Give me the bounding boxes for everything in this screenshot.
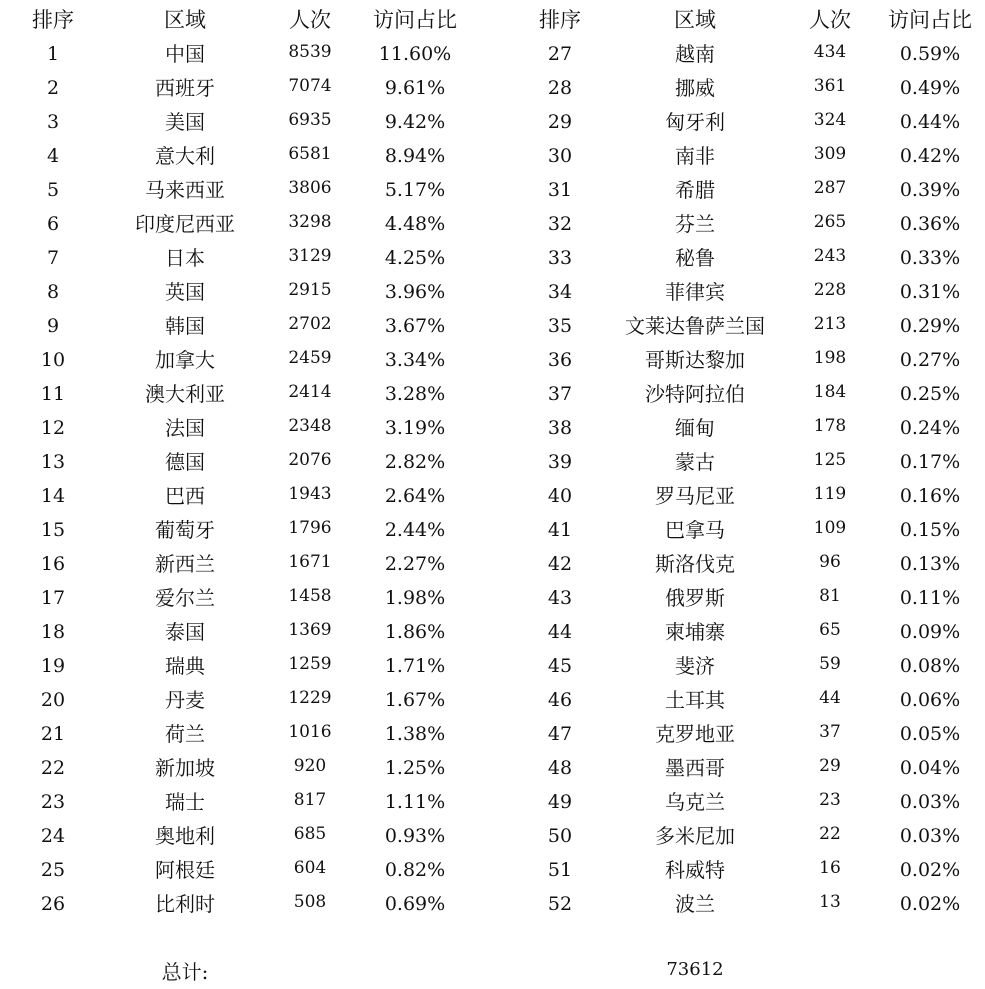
rank-cell-left: 19 [40, 655, 66, 677]
count-cell-right: 178 [813, 416, 847, 436]
share-cell-left: 1.38% [384, 723, 446, 745]
region-cell-left: 巴西 [165, 484, 205, 508]
share-cell-left: 1.71% [384, 655, 446, 677]
rank-cell-right: 33 [547, 247, 573, 269]
table-row [0, 411, 985, 445]
count-cell-left: 2348 [288, 416, 332, 436]
rank-cell-left: 11 [40, 383, 66, 405]
region-cell-right: 南非 [675, 144, 715, 168]
rank-cell-left: 7 [46, 247, 60, 269]
share-cell-right: 0.16% [899, 485, 961, 507]
region-cell-left: 印度尼西亚 [135, 212, 235, 236]
table-row [0, 683, 985, 717]
share-cell-right: 0.24% [899, 417, 961, 439]
count-cell-right: 361 [813, 76, 847, 96]
region-cell-right: 缅甸 [675, 416, 715, 440]
count-cell-right: 109 [813, 518, 847, 538]
region-cell-right: 蒙古 [675, 450, 715, 474]
rank-cell-right: 36 [547, 349, 573, 371]
region-cell-left: 葡萄牙 [155, 518, 215, 542]
share-cell-right: 0.02% [899, 859, 961, 881]
region-cell-right: 巴拿马 [665, 518, 725, 542]
share-cell-left: 0.82% [384, 859, 446, 881]
table-row [0, 37, 985, 71]
region-cell-left: 意大利 [155, 144, 215, 168]
rank-cell-right: 48 [547, 757, 573, 779]
region-cell-left: 日本 [165, 246, 205, 270]
count-cell-right: 13 [819, 892, 841, 912]
count-cell-right: 22 [819, 824, 841, 844]
count-cell-left: 2076 [288, 450, 332, 470]
region-cell-right: 挪威 [675, 76, 715, 100]
rank-cell-left: 1 [46, 43, 60, 65]
count-cell-right: 243 [813, 246, 847, 266]
count-cell-right: 265 [813, 212, 847, 232]
region-cell-left: 韩国 [165, 314, 205, 338]
count-cell-right: 198 [813, 348, 847, 368]
total-row [0, 955, 985, 989]
rank-cell-right: 35 [547, 315, 573, 337]
share-cell-right: 0.15% [899, 519, 961, 541]
rank-cell-right: 45 [547, 655, 573, 677]
table-row [0, 581, 985, 615]
header-share-right: 访问占比 [888, 8, 972, 32]
share-cell-left: 0.69% [384, 893, 446, 915]
table-row [0, 887, 985, 921]
share-cell-left: 1.86% [384, 621, 446, 643]
share-cell-left: 2.64% [384, 485, 446, 507]
count-cell-right: 324 [813, 110, 847, 130]
count-cell-left: 2459 [288, 348, 332, 368]
region-cell-left: 法国 [165, 416, 205, 440]
rank-cell-left: 6 [46, 213, 60, 235]
rank-cell-right: 34 [547, 281, 573, 303]
table-row [0, 445, 985, 479]
rank-cell-left: 13 [40, 451, 66, 473]
count-cell-left: 1259 [288, 654, 332, 674]
share-cell-left: 3.67% [384, 315, 446, 337]
share-cell-left: 4.25% [384, 247, 446, 269]
share-cell-right: 0.27% [899, 349, 961, 371]
table-row [0, 717, 985, 751]
rank-cell-right: 41 [547, 519, 573, 541]
share-cell-right: 0.03% [899, 791, 961, 813]
share-cell-right: 0.29% [899, 315, 961, 337]
count-cell-left: 2702 [288, 314, 332, 334]
region-cell-right: 科威特 [665, 858, 725, 882]
region-cell-right: 文莱达鲁萨兰国 [625, 314, 765, 338]
count-cell-right: 59 [819, 654, 841, 674]
rank-cell-left: 18 [40, 621, 66, 643]
table-row [0, 785, 985, 819]
rank-cell-right: 47 [547, 723, 573, 745]
table-row [0, 649, 985, 683]
rank-cell-left: 17 [40, 587, 66, 609]
region-cell-right: 克罗地亚 [655, 722, 735, 746]
count-cell-right: 44 [819, 688, 841, 708]
rank-cell-right: 31 [547, 179, 573, 201]
region-cell-left: 新西兰 [155, 552, 215, 576]
count-cell-right: 23 [819, 790, 841, 810]
share-cell-left: 9.42% [384, 111, 446, 133]
rank-cell-left: 26 [40, 893, 66, 915]
rank-cell-right: 40 [547, 485, 573, 507]
table-row [0, 71, 985, 105]
rank-cell-left: 22 [40, 757, 66, 779]
header-region-left: 区域 [164, 8, 206, 32]
count-cell-left: 508 [293, 892, 327, 912]
rank-cell-left: 16 [40, 553, 66, 575]
count-cell-left: 2414 [288, 382, 332, 402]
table-row [0, 173, 985, 207]
share-cell-left: 0.93% [384, 825, 446, 847]
rank-cell-left: 14 [40, 485, 66, 507]
region-cell-left: 瑞士 [165, 790, 205, 814]
count-cell-left: 6581 [288, 144, 332, 164]
table-row [0, 615, 985, 649]
count-cell-left: 817 [293, 790, 327, 810]
region-cell-left: 英国 [165, 280, 205, 304]
count-cell-right: 228 [813, 280, 847, 300]
region-cell-left: 爱尔兰 [155, 586, 215, 610]
region-cell-left: 阿根廷 [155, 858, 215, 882]
count-cell-right: 37 [819, 722, 841, 742]
region-cell-left: 美国 [165, 110, 205, 134]
table-row [0, 275, 985, 309]
rank-cell-right: 46 [547, 689, 573, 711]
count-cell-left: 685 [293, 824, 327, 844]
region-cell-left: 马来西亚 [145, 178, 225, 202]
share-cell-right: 0.03% [899, 825, 961, 847]
share-cell-left: 3.34% [384, 349, 446, 371]
header-count-left: 人次 [289, 8, 331, 32]
count-cell-left: 6935 [288, 110, 332, 130]
count-cell-right: 184 [813, 382, 847, 402]
rank-cell-left: 12 [40, 417, 66, 439]
share-cell-left: 1.67% [384, 689, 446, 711]
rank-cell-right: 42 [547, 553, 573, 575]
share-cell-right: 0.08% [899, 655, 961, 677]
table-row [0, 853, 985, 887]
table-row [0, 309, 985, 343]
region-cell-right: 波兰 [675, 892, 715, 916]
count-cell-right: 287 [813, 178, 847, 198]
region-cell-left: 加拿大 [155, 348, 215, 372]
count-cell-left: 1796 [288, 518, 332, 538]
region-cell-right: 斯洛伐克 [655, 552, 735, 576]
region-cell-right: 菲律宾 [665, 280, 725, 304]
total-value: 73612 [666, 959, 724, 980]
count-cell-right: 16 [819, 858, 841, 878]
rank-cell-left: 9 [46, 315, 60, 337]
share-cell-left: 5.17% [384, 179, 446, 201]
table-row [0, 819, 985, 853]
region-cell-left: 荷兰 [165, 722, 205, 746]
share-cell-left: 4.48% [384, 213, 446, 235]
table-row [0, 105, 985, 139]
share-cell-left: 2.44% [384, 519, 446, 541]
share-cell-left: 1.25% [384, 757, 446, 779]
share-cell-right: 0.44% [899, 111, 961, 133]
rank-cell-left: 2 [46, 77, 60, 99]
region-cell-left: 瑞典 [165, 654, 205, 678]
count-cell-left: 1943 [288, 484, 332, 504]
region-cell-left: 比利时 [155, 892, 215, 916]
region-cell-right: 斐济 [675, 654, 715, 678]
region-cell-left: 奥地利 [155, 824, 215, 848]
share-cell-right: 0.17% [899, 451, 961, 473]
rank-cell-left: 23 [40, 791, 66, 813]
count-cell-left: 1458 [288, 586, 332, 606]
region-cell-right: 匈牙利 [665, 110, 725, 134]
share-cell-right: 0.02% [899, 893, 961, 915]
region-cell-right: 罗马尼亚 [655, 484, 735, 508]
share-cell-left: 11.60% [378, 43, 452, 65]
count-cell-left: 1016 [288, 722, 332, 742]
count-cell-right: 81 [819, 586, 841, 606]
count-cell-right: 213 [813, 314, 847, 334]
count-cell-right: 309 [813, 144, 847, 164]
table-row [0, 547, 985, 581]
region-cell-left: 西班牙 [155, 76, 215, 100]
rank-cell-right: 43 [547, 587, 573, 609]
table-row [0, 343, 985, 377]
total-label: 总计: [161, 960, 209, 984]
share-cell-right: 0.11% [899, 587, 961, 609]
count-cell-left: 920 [293, 756, 327, 776]
share-cell-right: 0.49% [899, 77, 961, 99]
table-row [0, 513, 985, 547]
count-cell-left: 3298 [288, 212, 332, 232]
share-cell-left: 3.19% [384, 417, 446, 439]
table-header-row [0, 3, 985, 37]
rank-cell-right: 51 [547, 859, 573, 881]
region-cell-right: 土耳其 [665, 688, 725, 712]
count-cell-left: 3129 [288, 246, 332, 266]
share-cell-left: 1.98% [384, 587, 446, 609]
region-cell-right: 俄罗斯 [665, 586, 725, 610]
count-cell-left: 2915 [288, 280, 332, 300]
count-cell-right: 29 [819, 756, 841, 776]
count-cell-right: 434 [813, 42, 847, 62]
region-cell-left: 中国 [165, 42, 205, 66]
region-cell-right: 乌克兰 [665, 790, 725, 814]
table-row [0, 241, 985, 275]
rank-cell-right: 37 [547, 383, 573, 405]
region-cell-right: 柬埔寨 [665, 620, 725, 644]
header-rank-left: 排序 [32, 8, 74, 32]
share-cell-left: 1.11% [384, 791, 446, 813]
rank-cell-right: 44 [547, 621, 573, 643]
count-cell-right: 96 [819, 552, 841, 572]
share-cell-right: 0.39% [899, 179, 961, 201]
rank-cell-left: 21 [40, 723, 66, 745]
rank-cell-right: 27 [547, 43, 573, 65]
region-cell-left: 泰国 [165, 620, 205, 644]
share-cell-right: 0.59% [899, 43, 961, 65]
rank-cell-left: 3 [46, 111, 60, 133]
share-cell-right: 0.06% [899, 689, 961, 711]
share-cell-right: 0.33% [899, 247, 961, 269]
region-cell-left: 新加坡 [155, 756, 215, 780]
share-cell-right: 0.31% [899, 281, 961, 303]
count-cell-left: 1671 [288, 552, 332, 572]
rank-cell-left: 15 [40, 519, 66, 541]
share-cell-left: 3.28% [384, 383, 446, 405]
region-cell-right: 墨西哥 [665, 756, 725, 780]
share-cell-right: 0.25% [899, 383, 961, 405]
rank-cell-right: 29 [547, 111, 573, 133]
share-cell-right: 0.36% [899, 213, 961, 235]
count-cell-right: 119 [813, 484, 847, 504]
region-cell-right: 秘鲁 [675, 246, 715, 270]
share-cell-right: 0.13% [899, 553, 961, 575]
rank-cell-right: 49 [547, 791, 573, 813]
share-cell-left: 3.96% [384, 281, 446, 303]
count-cell-right: 125 [813, 450, 847, 470]
region-cell-right: 越南 [675, 42, 715, 66]
rank-cell-left: 5 [46, 179, 60, 201]
table-row [0, 139, 985, 173]
count-cell-left: 7074 [288, 76, 332, 96]
count-cell-left: 604 [293, 858, 327, 878]
share-cell-right: 0.09% [899, 621, 961, 643]
region-cell-right: 芬兰 [675, 212, 715, 236]
rank-cell-left: 4 [46, 145, 60, 167]
rank-cell-left: 8 [46, 281, 60, 303]
header-region-right: 区域 [674, 8, 716, 32]
header-rank-right: 排序 [539, 8, 581, 32]
share-cell-right: 0.04% [899, 757, 961, 779]
count-cell-right: 65 [819, 620, 841, 640]
table-row [0, 751, 985, 785]
count-cell-left: 1229 [288, 688, 332, 708]
region-cell-right: 哥斯达黎加 [645, 348, 745, 372]
table-row [0, 207, 985, 241]
rank-cell-left: 20 [40, 689, 66, 711]
rank-cell-right: 39 [547, 451, 573, 473]
rank-cell-left: 25 [40, 859, 66, 881]
rank-cell-right: 30 [547, 145, 573, 167]
rank-cell-right: 52 [547, 893, 573, 915]
rank-cell-right: 50 [547, 825, 573, 847]
count-cell-left: 3806 [288, 178, 332, 198]
region-cell-right: 希腊 [675, 178, 715, 202]
rank-cell-left: 10 [40, 349, 66, 371]
region-cell-right: 多米尼加 [655, 824, 735, 848]
rank-cell-right: 28 [547, 77, 573, 99]
region-cell-right: 沙特阿拉伯 [645, 382, 745, 406]
share-cell-left: 2.82% [384, 451, 446, 473]
region-cell-left: 德国 [165, 450, 205, 474]
region-cell-left: 丹麦 [165, 688, 205, 712]
header-count-right: 人次 [809, 8, 851, 32]
header-share-left: 访问占比 [373, 8, 457, 32]
share-cell-left: 8.94% [384, 145, 446, 167]
rank-cell-right: 38 [547, 417, 573, 439]
share-cell-left: 9.61% [384, 77, 446, 99]
region-cell-left: 澳大利亚 [145, 382, 225, 406]
table-row [0, 479, 985, 513]
rank-cell-right: 32 [547, 213, 573, 235]
count-cell-left: 1369 [288, 620, 332, 640]
share-cell-left: 2.27% [384, 553, 446, 575]
table-row [0, 377, 985, 411]
rank-cell-left: 24 [40, 825, 66, 847]
share-cell-right: 0.05% [899, 723, 961, 745]
share-cell-right: 0.42% [899, 145, 961, 167]
count-cell-left: 8539 [288, 42, 332, 62]
